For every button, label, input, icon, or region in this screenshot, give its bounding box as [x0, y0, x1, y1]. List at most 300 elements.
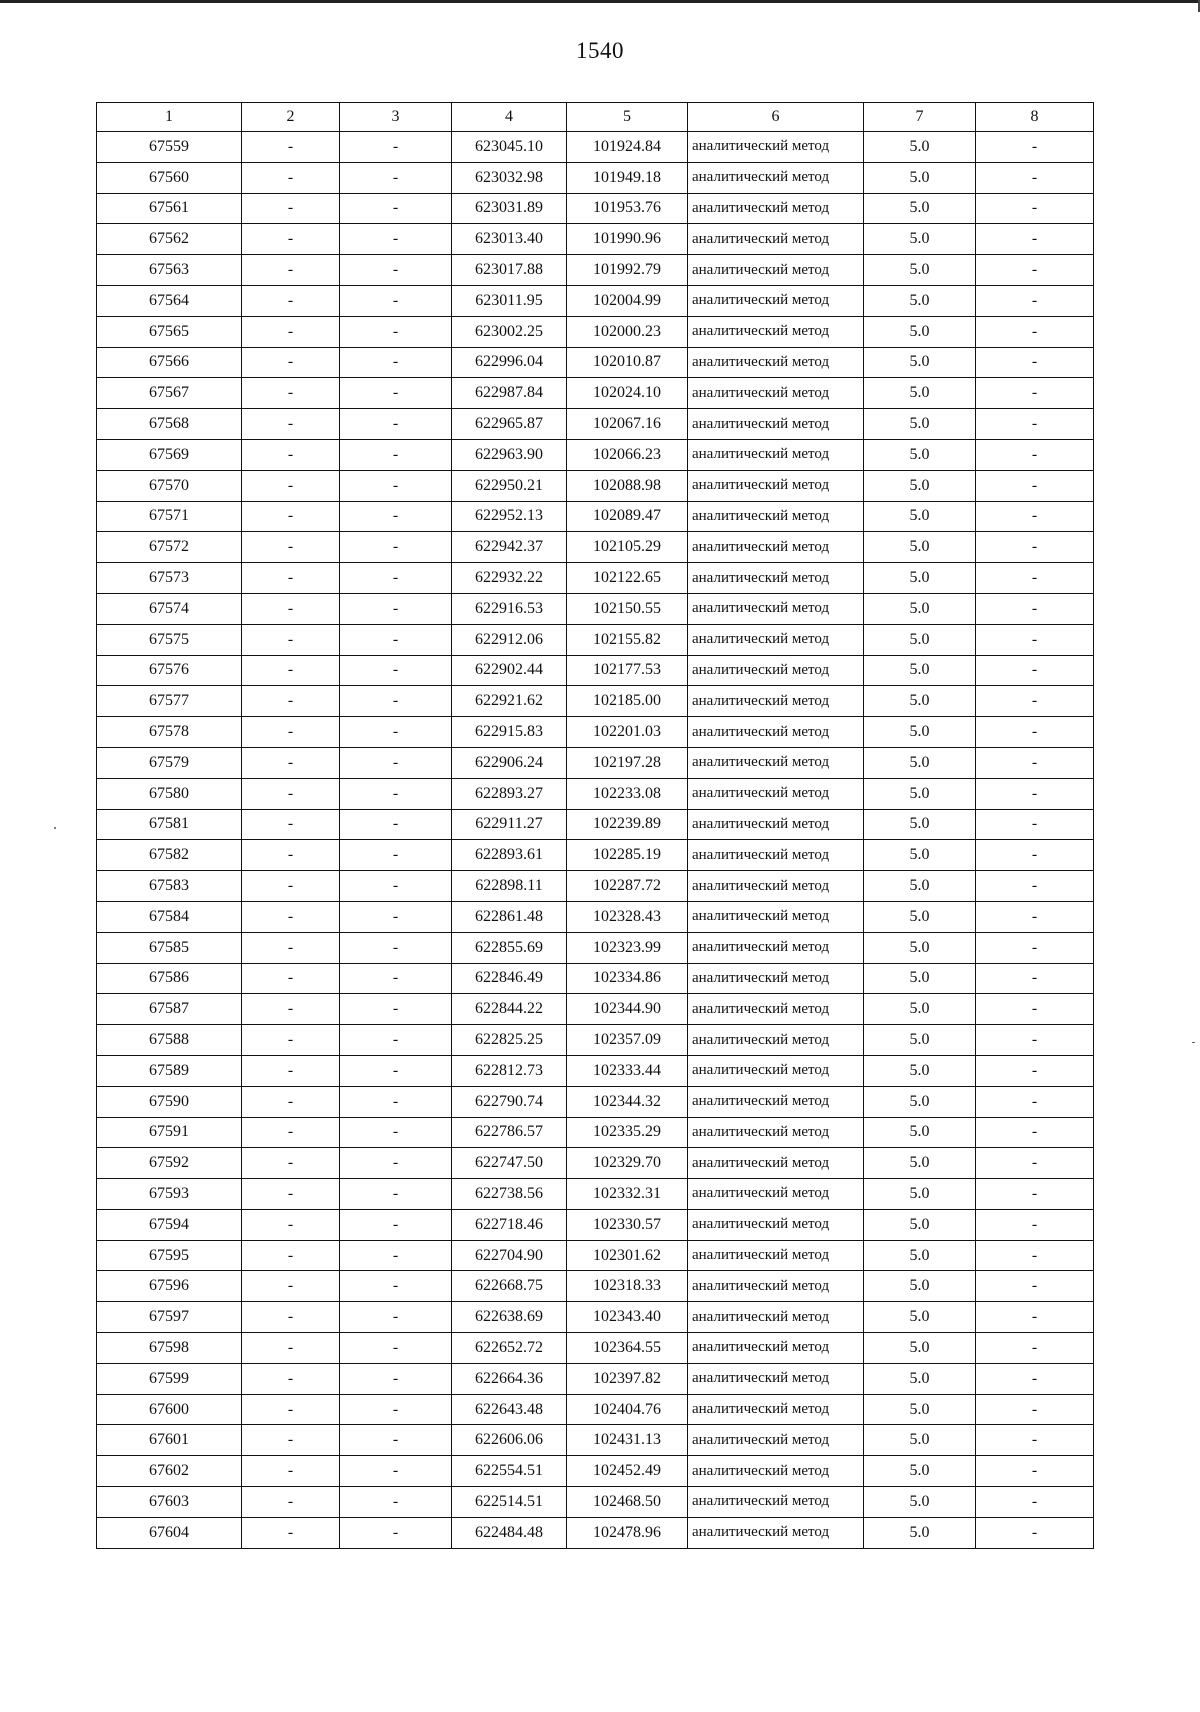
x-coordinate-cell: 623031.89	[452, 193, 567, 224]
y-coordinate-cell: 102328.43	[567, 901, 688, 932]
method-cell: аналитический метод	[688, 901, 864, 932]
method-cell: аналитический метод	[688, 563, 864, 594]
accuracy-cell: 5.0	[864, 1394, 976, 1425]
accuracy-cell: 5.0	[864, 624, 976, 655]
x-coordinate-cell: 622952.13	[452, 501, 567, 532]
table-row	[97, 1117, 1094, 1148]
col2-cell: -	[242, 255, 340, 286]
method-cell: аналитический метод	[688, 686, 864, 717]
y-coordinate-cell: 102301.62	[567, 1240, 688, 1271]
accuracy-cell: 5.0	[864, 963, 976, 994]
y-coordinate-cell: 102329.70	[567, 1148, 688, 1179]
table-row	[97, 624, 1094, 655]
point-number-cell: 67594	[97, 1209, 242, 1240]
table-body	[97, 132, 1094, 1549]
table-row	[97, 717, 1094, 748]
table-row	[97, 470, 1094, 501]
point-number-cell: 67592	[97, 1148, 242, 1179]
point-number-cell: 67565	[97, 316, 242, 347]
table-row	[97, 1363, 1094, 1394]
col8-cell: -	[976, 655, 1094, 686]
point-number-cell: 67566	[97, 347, 242, 378]
col2-cell: -	[242, 932, 340, 963]
col8-cell: -	[976, 439, 1094, 470]
col3-cell: -	[340, 593, 452, 624]
y-coordinate-cell: 102333.44	[567, 1055, 688, 1086]
x-coordinate-cell: 622911.27	[452, 809, 567, 840]
col8-cell: -	[976, 1025, 1094, 1056]
col2-cell: -	[242, 1209, 340, 1240]
col8-cell: -	[976, 963, 1094, 994]
x-coordinate-cell: 622638.69	[452, 1302, 567, 1333]
method-cell: аналитический метод	[688, 747, 864, 778]
col8-cell: -	[976, 1209, 1094, 1240]
column-header: 8	[976, 103, 1094, 132]
method-cell: аналитический метод	[688, 593, 864, 624]
y-coordinate-cell: 101924.84	[567, 132, 688, 163]
x-coordinate-cell: 622652.72	[452, 1333, 567, 1364]
col8-cell: -	[976, 932, 1094, 963]
accuracy-cell: 5.0	[864, 532, 976, 563]
y-coordinate-cell: 102344.32	[567, 1086, 688, 1117]
method-cell: аналитический метод	[688, 162, 864, 193]
accuracy-cell: 5.0	[864, 563, 976, 594]
coordinates-table	[96, 102, 1094, 1549]
x-coordinate-cell: 622606.06	[452, 1425, 567, 1456]
accuracy-cell: 5.0	[864, 378, 976, 409]
y-coordinate-cell: 102431.13	[567, 1425, 688, 1456]
table-row	[97, 1487, 1094, 1518]
accuracy-cell: 5.0	[864, 1025, 976, 1056]
col2-cell: -	[242, 1487, 340, 1518]
x-coordinate-cell: 622484.48	[452, 1517, 567, 1548]
method-cell: аналитический метод	[688, 1055, 864, 1086]
col8-cell: -	[976, 624, 1094, 655]
x-coordinate-cell: 622747.50	[452, 1148, 567, 1179]
col8-cell: -	[976, 717, 1094, 748]
col8-cell: -	[976, 1117, 1094, 1148]
accuracy-cell: 5.0	[864, 409, 976, 440]
point-number-cell: 67574	[97, 593, 242, 624]
col3-cell: -	[340, 132, 452, 163]
x-coordinate-cell: 622554.51	[452, 1456, 567, 1487]
table-row	[97, 532, 1094, 563]
x-coordinate-cell: 622898.11	[452, 871, 567, 902]
method-cell: аналитический метод	[688, 1271, 864, 1302]
col3-cell: -	[340, 1117, 452, 1148]
col8-cell: -	[976, 809, 1094, 840]
table-row	[97, 563, 1094, 594]
table-row	[97, 1240, 1094, 1271]
table-row	[97, 1179, 1094, 1210]
table-row	[97, 1025, 1094, 1056]
point-number-cell: 67584	[97, 901, 242, 932]
method-cell: аналитический метод	[688, 1517, 864, 1548]
col3-cell: -	[340, 347, 452, 378]
col8-cell: -	[976, 686, 1094, 717]
y-coordinate-cell: 102318.33	[567, 1271, 688, 1302]
x-coordinate-cell: 622825.25	[452, 1025, 567, 1056]
method-cell: аналитический метод	[688, 193, 864, 224]
x-coordinate-cell: 622912.06	[452, 624, 567, 655]
col8-cell: -	[976, 224, 1094, 255]
y-coordinate-cell: 101992.79	[567, 255, 688, 286]
y-coordinate-cell: 102067.16	[567, 409, 688, 440]
col8-cell: -	[976, 747, 1094, 778]
col2-cell: -	[242, 470, 340, 501]
col2-cell: -	[242, 285, 340, 316]
col8-cell: -	[976, 132, 1094, 163]
method-cell: аналитический метод	[688, 316, 864, 347]
table-row	[97, 132, 1094, 163]
accuracy-cell: 5.0	[864, 347, 976, 378]
method-cell: аналитический метод	[688, 470, 864, 501]
method-cell: аналитический метод	[688, 809, 864, 840]
accuracy-cell: 5.0	[864, 871, 976, 902]
col2-cell: -	[242, 532, 340, 563]
y-coordinate-cell: 102066.23	[567, 439, 688, 470]
col8-cell: -	[976, 316, 1094, 347]
col2-cell: -	[242, 778, 340, 809]
col3-cell: -	[340, 932, 452, 963]
table-row	[97, 1271, 1094, 1302]
y-coordinate-cell: 102344.90	[567, 994, 688, 1025]
accuracy-cell: 5.0	[864, 1209, 976, 1240]
point-number-cell: 67579	[97, 747, 242, 778]
accuracy-cell: 5.0	[864, 132, 976, 163]
y-coordinate-cell: 102478.96	[567, 1517, 688, 1548]
scan-top-edge	[0, 0, 1200, 3]
col2-cell: -	[242, 963, 340, 994]
method-cell: аналитический метод	[688, 1209, 864, 1240]
col8-cell: -	[976, 1333, 1094, 1364]
method-cell: аналитический метод	[688, 963, 864, 994]
accuracy-cell: 5.0	[864, 193, 976, 224]
col2-cell: -	[242, 409, 340, 440]
x-coordinate-cell: 622915.83	[452, 717, 567, 748]
col3-cell: -	[340, 193, 452, 224]
x-coordinate-cell: 623011.95	[452, 285, 567, 316]
table-row	[97, 778, 1094, 809]
col2-cell: -	[242, 1271, 340, 1302]
accuracy-cell: 5.0	[864, 162, 976, 193]
page-number: 1540	[576, 38, 624, 63]
table-row	[97, 162, 1094, 193]
col3-cell: -	[340, 255, 452, 286]
col2-cell: -	[242, 1055, 340, 1086]
point-number-cell: 67576	[97, 655, 242, 686]
y-coordinate-cell: 102000.23	[567, 316, 688, 347]
col2-cell: -	[242, 686, 340, 717]
point-number-cell: 67598	[97, 1333, 242, 1364]
table-row	[97, 747, 1094, 778]
col8-cell: -	[976, 532, 1094, 563]
y-coordinate-cell: 102332.31	[567, 1179, 688, 1210]
point-number-cell: 67568	[97, 409, 242, 440]
x-coordinate-cell: 622718.46	[452, 1209, 567, 1240]
point-number-cell: 67601	[97, 1425, 242, 1456]
col8-cell: -	[976, 255, 1094, 286]
x-coordinate-cell: 622987.84	[452, 378, 567, 409]
accuracy-cell: 5.0	[864, 470, 976, 501]
col8-cell: -	[976, 1394, 1094, 1425]
x-coordinate-cell: 623017.88	[452, 255, 567, 286]
col2-cell: -	[242, 994, 340, 1025]
col8-cell: -	[976, 1179, 1094, 1210]
col3-cell: -	[340, 1363, 452, 1394]
y-coordinate-cell: 101990.96	[567, 224, 688, 255]
x-coordinate-cell: 622942.37	[452, 532, 567, 563]
table-row	[97, 1394, 1094, 1425]
y-coordinate-cell: 102024.10	[567, 378, 688, 409]
accuracy-cell: 5.0	[864, 1240, 976, 1271]
x-coordinate-cell: 622844.22	[452, 994, 567, 1025]
col8-cell: -	[976, 409, 1094, 440]
scan-speck	[1192, 1042, 1195, 1043]
point-number-cell: 67583	[97, 871, 242, 902]
col3-cell: -	[340, 1487, 452, 1518]
x-coordinate-cell: 622514.51	[452, 1487, 567, 1518]
accuracy-cell: 5.0	[864, 901, 976, 932]
x-coordinate-cell: 622932.22	[452, 563, 567, 594]
y-coordinate-cell: 102088.98	[567, 470, 688, 501]
col2-cell: -	[242, 378, 340, 409]
y-coordinate-cell: 102285.19	[567, 840, 688, 871]
col2-cell: -	[242, 809, 340, 840]
method-cell: аналитический метод	[688, 1363, 864, 1394]
point-number-cell: 67582	[97, 840, 242, 871]
point-number-cell: 67597	[97, 1302, 242, 1333]
y-coordinate-cell: 102334.86	[567, 963, 688, 994]
method-cell: аналитический метод	[688, 439, 864, 470]
point-number-cell: 67572	[97, 532, 242, 563]
x-coordinate-cell: 622846.49	[452, 963, 567, 994]
col8-cell: -	[976, 994, 1094, 1025]
col3-cell: -	[340, 563, 452, 594]
y-coordinate-cell: 102287.72	[567, 871, 688, 902]
y-coordinate-cell: 102239.89	[567, 809, 688, 840]
col2-cell: -	[242, 747, 340, 778]
col3-cell: -	[340, 624, 452, 655]
y-coordinate-cell: 102197.28	[567, 747, 688, 778]
point-number-cell: 67596	[97, 1271, 242, 1302]
accuracy-cell: 5.0	[864, 1148, 976, 1179]
accuracy-cell: 5.0	[864, 1117, 976, 1148]
x-coordinate-cell: 623013.40	[452, 224, 567, 255]
col3-cell: -	[340, 1394, 452, 1425]
table-row	[97, 347, 1094, 378]
col8-cell: -	[976, 1456, 1094, 1487]
col3-cell: -	[340, 532, 452, 563]
col8-cell: -	[976, 901, 1094, 932]
y-coordinate-cell: 102330.57	[567, 1209, 688, 1240]
method-cell: аналитический метод	[688, 1302, 864, 1333]
col3-cell: -	[340, 686, 452, 717]
y-coordinate-cell: 102335.29	[567, 1117, 688, 1148]
col2-cell: -	[242, 1025, 340, 1056]
col8-cell: -	[976, 1240, 1094, 1271]
point-number-cell: 67569	[97, 439, 242, 470]
point-number-cell: 67589	[97, 1055, 242, 1086]
point-number-cell: 67590	[97, 1086, 242, 1117]
y-coordinate-cell: 102004.99	[567, 285, 688, 316]
point-number-cell: 67604	[97, 1517, 242, 1548]
table-row	[97, 316, 1094, 347]
accuracy-cell: 5.0	[864, 1086, 976, 1117]
col2-cell: -	[242, 132, 340, 163]
col2-cell: -	[242, 1394, 340, 1425]
col2-cell: -	[242, 1456, 340, 1487]
col3-cell: -	[340, 1086, 452, 1117]
col3-cell: -	[340, 809, 452, 840]
x-coordinate-cell: 622902.44	[452, 655, 567, 686]
col2-cell: -	[242, 1363, 340, 1394]
table-row	[97, 1148, 1094, 1179]
x-coordinate-cell: 622861.48	[452, 901, 567, 932]
x-coordinate-cell: 622916.53	[452, 593, 567, 624]
col8-cell: -	[976, 871, 1094, 902]
col3-cell: -	[340, 409, 452, 440]
point-number-cell: 67575	[97, 624, 242, 655]
table-row	[97, 871, 1094, 902]
y-coordinate-cell: 102468.50	[567, 1487, 688, 1518]
accuracy-cell: 5.0	[864, 1333, 976, 1364]
method-cell: аналитический метод	[688, 532, 864, 563]
col8-cell: -	[976, 1271, 1094, 1302]
scan-speck	[54, 827, 56, 829]
accuracy-cell: 5.0	[864, 1302, 976, 1333]
accuracy-cell: 5.0	[864, 932, 976, 963]
col2-cell: -	[242, 162, 340, 193]
method-cell: аналитический метод	[688, 378, 864, 409]
accuracy-cell: 5.0	[864, 1055, 976, 1086]
table-row	[97, 963, 1094, 994]
col8-cell: -	[976, 593, 1094, 624]
accuracy-cell: 5.0	[864, 593, 976, 624]
col8-cell: -	[976, 1517, 1094, 1548]
point-number-cell: 67567	[97, 378, 242, 409]
x-coordinate-cell: 622855.69	[452, 932, 567, 963]
table-row	[97, 1333, 1094, 1364]
y-coordinate-cell: 102404.76	[567, 1394, 688, 1425]
column-header: 7	[864, 103, 976, 132]
point-number-cell: 67559	[97, 132, 242, 163]
x-coordinate-cell: 622786.57	[452, 1117, 567, 1148]
table-row	[97, 686, 1094, 717]
col8-cell: -	[976, 1425, 1094, 1456]
col2-cell: -	[242, 439, 340, 470]
method-cell: аналитический метод	[688, 255, 864, 286]
method-cell: аналитический метод	[688, 840, 864, 871]
col2-cell: -	[242, 593, 340, 624]
y-coordinate-cell: 102105.29	[567, 532, 688, 563]
col2-cell: -	[242, 901, 340, 932]
col3-cell: -	[340, 1517, 452, 1548]
col8-cell: -	[976, 378, 1094, 409]
point-number-cell: 67602	[97, 1456, 242, 1487]
col8-cell: -	[976, 1055, 1094, 1086]
col8-cell: -	[976, 193, 1094, 224]
accuracy-cell: 5.0	[864, 1363, 976, 1394]
point-number-cell: 67599	[97, 1363, 242, 1394]
col8-cell: -	[976, 778, 1094, 809]
column-header: 3	[340, 103, 452, 132]
method-cell: аналитический метод	[688, 871, 864, 902]
col3-cell: -	[340, 378, 452, 409]
x-coordinate-cell: 622738.56	[452, 1179, 567, 1210]
accuracy-cell: 5.0	[864, 1179, 976, 1210]
col8-cell: -	[976, 501, 1094, 532]
table-row	[97, 224, 1094, 255]
point-number-cell: 67580	[97, 778, 242, 809]
col3-cell: -	[340, 470, 452, 501]
col3-cell: -	[340, 717, 452, 748]
table-row	[97, 1425, 1094, 1456]
x-coordinate-cell: 622963.90	[452, 439, 567, 470]
col3-cell: -	[340, 1055, 452, 1086]
col3-cell: -	[340, 655, 452, 686]
table-row	[97, 193, 1094, 224]
point-number-cell: 67603	[97, 1487, 242, 1518]
point-number-cell: 67570	[97, 470, 242, 501]
x-coordinate-cell: 622906.24	[452, 747, 567, 778]
col3-cell: -	[340, 1425, 452, 1456]
accuracy-cell: 5.0	[864, 809, 976, 840]
y-coordinate-cell: 102201.03	[567, 717, 688, 748]
table-row	[97, 285, 1094, 316]
col3-cell: -	[340, 316, 452, 347]
x-coordinate-cell: 623002.25	[452, 316, 567, 347]
col3-cell: -	[340, 285, 452, 316]
x-coordinate-cell: 622996.04	[452, 347, 567, 378]
method-cell: аналитический метод	[688, 1148, 864, 1179]
table-row	[97, 1209, 1094, 1240]
point-number-cell: 67561	[97, 193, 242, 224]
method-cell: аналитический метод	[688, 1487, 864, 1518]
method-cell: аналитический метод	[688, 1333, 864, 1364]
y-coordinate-cell: 102089.47	[567, 501, 688, 532]
column-header: 5	[567, 103, 688, 132]
table-row	[97, 1302, 1094, 1333]
col2-cell: -	[242, 563, 340, 594]
col8-cell: -	[976, 162, 1094, 193]
col8-cell: -	[976, 1363, 1094, 1394]
table-header-row	[97, 103, 1094, 132]
point-number-cell: 67578	[97, 717, 242, 748]
column-header: 1	[97, 103, 242, 132]
x-coordinate-cell: 622893.61	[452, 840, 567, 871]
accuracy-cell: 5.0	[864, 840, 976, 871]
method-cell: аналитический метод	[688, 1117, 864, 1148]
col2-cell: -	[242, 717, 340, 748]
method-cell: аналитический метод	[688, 409, 864, 440]
point-number-cell: 67560	[97, 162, 242, 193]
y-coordinate-cell: 102323.99	[567, 932, 688, 963]
y-coordinate-cell: 102177.53	[567, 655, 688, 686]
table-row	[97, 655, 1094, 686]
col3-cell: -	[340, 778, 452, 809]
method-cell: аналитический метод	[688, 994, 864, 1025]
x-coordinate-cell: 622643.48	[452, 1394, 567, 1425]
col3-cell: -	[340, 1456, 452, 1487]
method-cell: аналитический метод	[688, 1394, 864, 1425]
col8-cell: -	[976, 840, 1094, 871]
table-row	[97, 501, 1094, 532]
y-coordinate-cell: 102155.82	[567, 624, 688, 655]
col2-cell: -	[242, 316, 340, 347]
accuracy-cell: 5.0	[864, 778, 976, 809]
col2-cell: -	[242, 193, 340, 224]
